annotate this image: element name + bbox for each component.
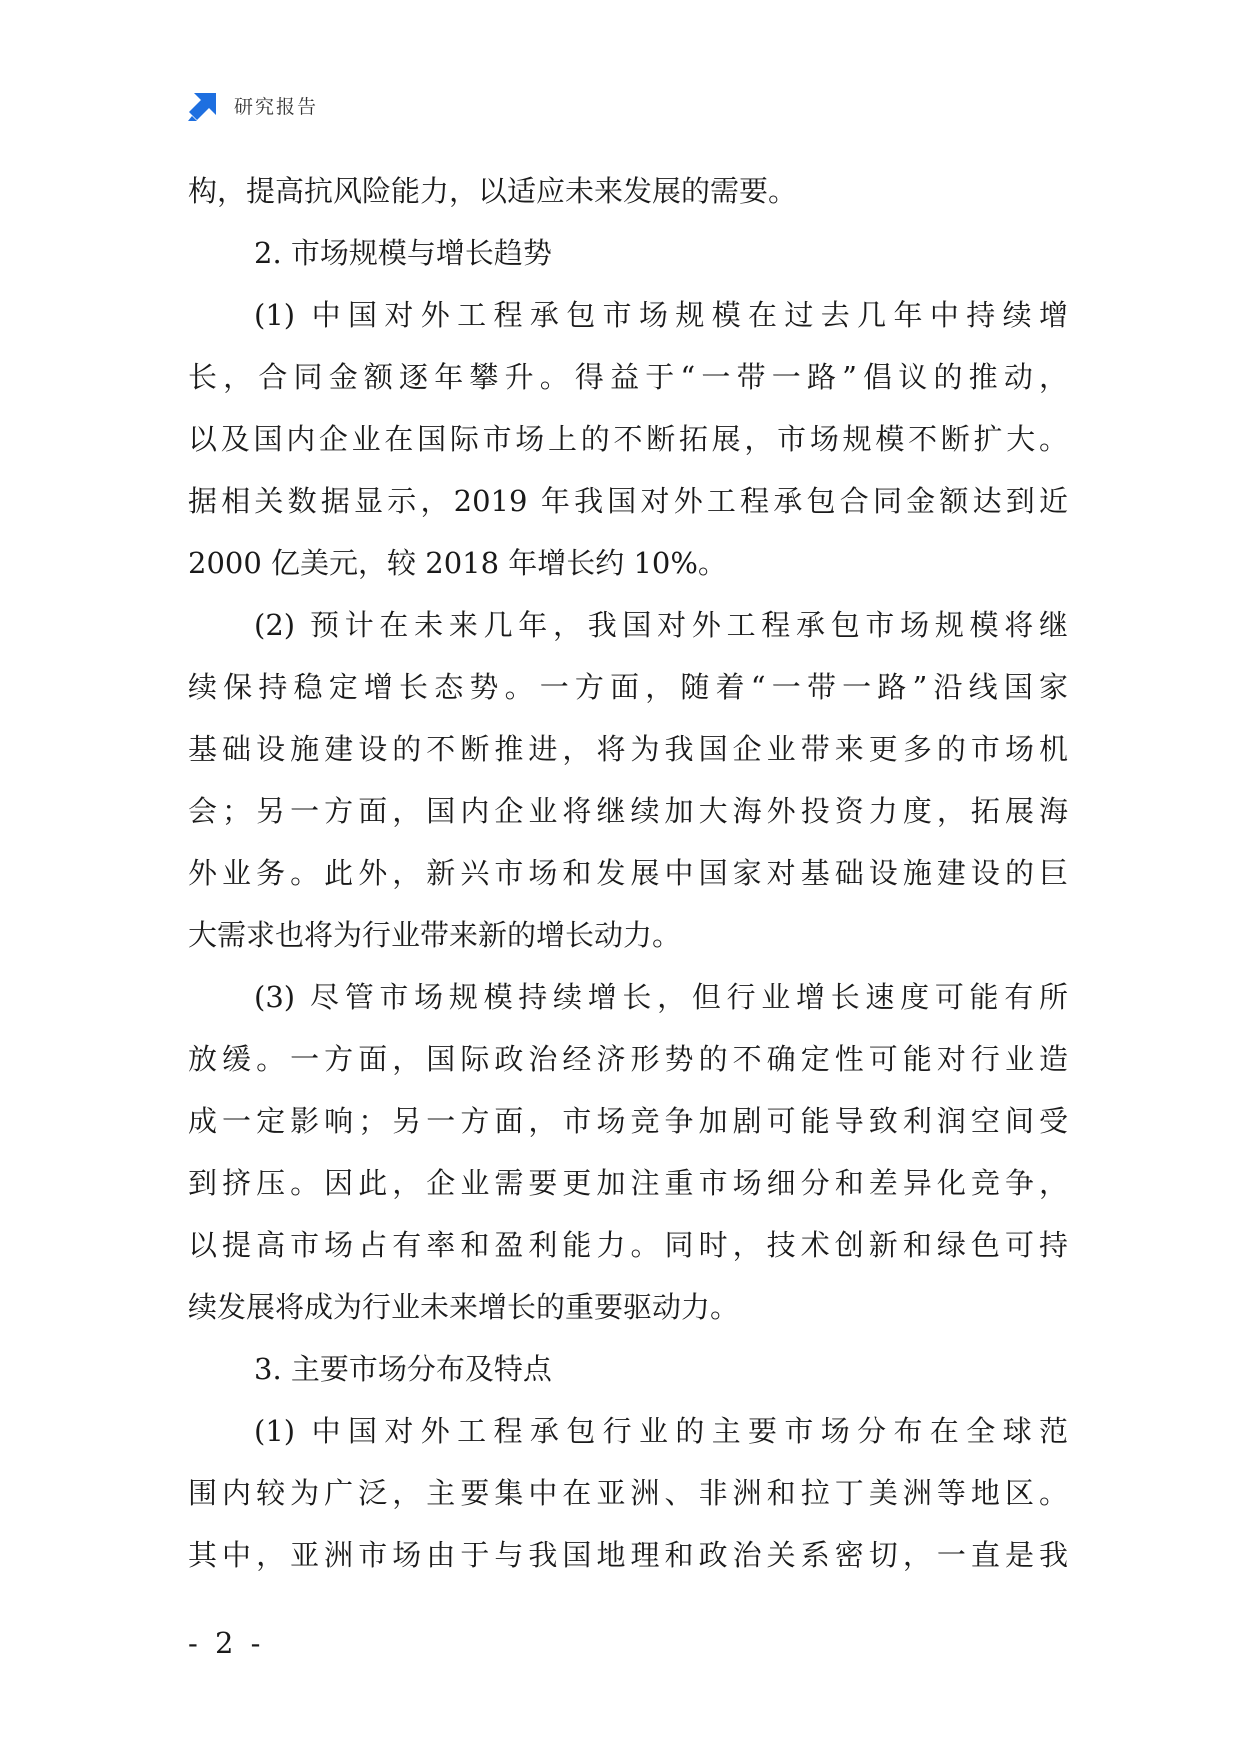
text-line: (1) 中国对外工程承包市场规模在过去几年中持续增 (254, 298, 1068, 332)
section-heading: 2. 市场规模与增长趋势 (254, 236, 552, 270)
text-line: 长，合同金额逐年攀升。得益于“一带一路”倡议的推动， (188, 360, 1068, 394)
arrow-logo-icon (188, 89, 220, 121)
text-line: 续发展将成为行业未来增长的重要驱动力。 (188, 1290, 740, 1324)
report-header (188, 88, 318, 122)
text-line: 续保持稳定增长态势。一方面，随着“一带一路”沿线国家 (188, 670, 1068, 704)
text-line: 围内较为广泛，主要集中在亚洲、非洲和拉丁美洲等地区。 (188, 1476, 1068, 1510)
text-line: 据相关数据显示，2019 年我国对外工程承包合同金额达到近 (188, 484, 1068, 518)
header-title: 研究报告 (234, 95, 319, 118)
text-line: (3) 尽管市场规模持续增长，但行业增长速度可能有所 (254, 980, 1068, 1014)
document-body (188, 160, 1068, 1586)
text-line: 会；另一方面，国内企业将继续加大海外投资力度，拓展海 (188, 794, 1068, 828)
text-line: 到挤压。因此，企业需要更加注重市场细分和差异化竞争， (188, 1166, 1068, 1200)
text-line: 大需求也将为行业带来新的增长动力。 (188, 918, 682, 952)
text-line: (1) 中国对外工程承包行业的主要市场分布在全球范 (254, 1414, 1068, 1448)
page-number: - 2 - (188, 1626, 265, 1660)
text-line: (2) 预计在未来几年，我国对外工程承包市场规模将继 (254, 608, 1068, 642)
text-line: 2000 亿美元，较 2018 年增长约 10%。 (188, 546, 727, 580)
text-line: 以提高市场占有率和盈利能力。同时，技术创新和绿色可持 (188, 1228, 1068, 1262)
text-line: 外业务。此外，新兴市场和发展中国家对基础设施建设的巨 (188, 856, 1068, 890)
text-line: 其中，亚洲市场由于与我国地理和政治关系密切，一直是我 (188, 1538, 1068, 1572)
text-line: 放缓。一方面，国际政治经济形势的不确定性可能对行业造 (188, 1042, 1068, 1076)
text-line: 成一定影响；另一方面，市场竞争加剧可能导致利润空间受 (188, 1104, 1068, 1138)
text-line: 构，提高抗风险能力，以适应未来发展的需要。 (188, 174, 798, 208)
text-line: 基础设施建设的不断推进，将为我国企业带来更多的市场机 (188, 732, 1068, 766)
text-line: 以及国内企业在国际市场上的不断拓展，市场规模不断扩大。 (188, 422, 1068, 456)
section-heading: 3. 主要市场分布及特点 (254, 1352, 552, 1386)
